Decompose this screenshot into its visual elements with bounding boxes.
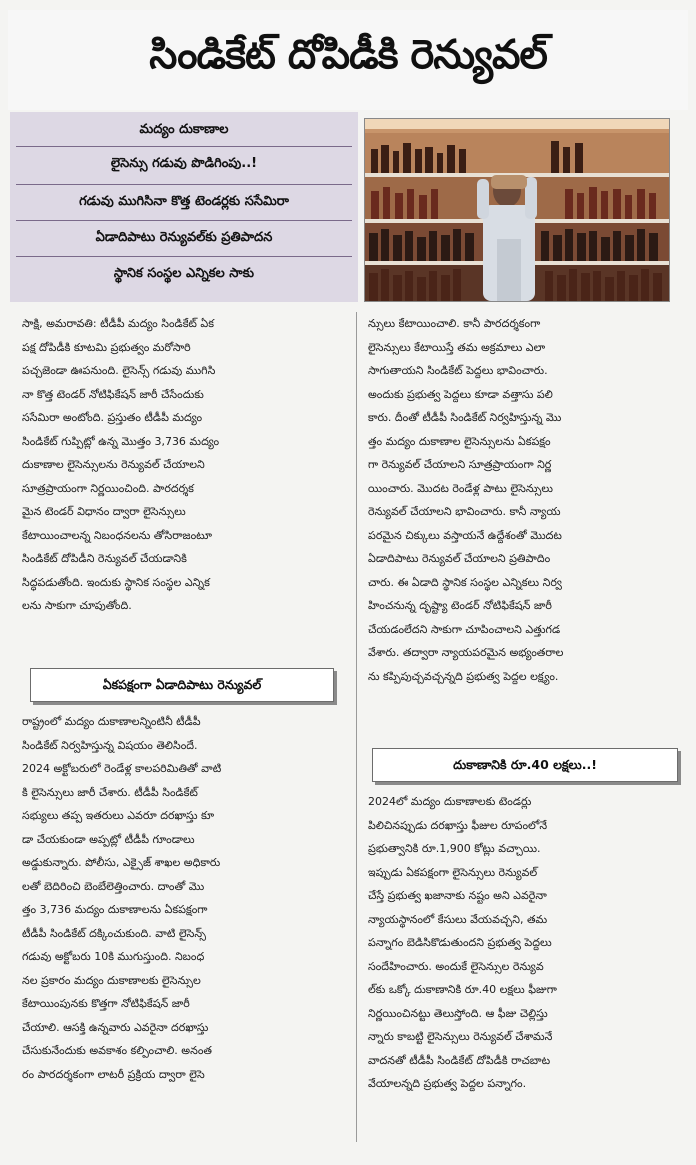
article-line: సాక్షి, అమరావతి: టీడీపీ మద్యం సిండికేట్ ఏక (22, 317, 214, 330)
article-line: ల్‌కు ఒక్కో దుకాణానికి రూ.40 లక్షలు ఫీజుగా (368, 983, 557, 996)
article-line: రం పారదర్శకంగా లాటరీ ప్రక్రియ ద్వారా లైసె (22, 1067, 205, 1081)
article-line: సిండికేట్ గుప్పిట్లో ఉన్న మొత్తం 3,736 మద్యం (22, 434, 220, 448)
article-line: నా కొత్త టెండర్ నోటిఫికేషన్ జారీ చేసేందుకు (22, 387, 204, 401)
article-line: త్తం 3,736 మద్యం దుకాణాలను ఏకపక్షంగా (22, 903, 208, 916)
article-column-left-bottom (22, 710, 348, 1086)
article-column-left-top (22, 312, 348, 618)
kicker-rule (16, 256, 352, 257)
article-line: న్నారు కాబట్టి లైసెన్సులు రెన్యువల్ చేశామనే (368, 1030, 553, 1043)
kicker-rule (16, 220, 352, 221)
liquor-shop-photo (364, 118, 670, 302)
article-column-right-bottom (368, 790, 686, 1096)
kicker-line: స్థానిక సంస్థల ఎన్నికల సాకు (113, 266, 255, 281)
liquor-shelves-image (365, 119, 669, 301)
article-line: న్సులు కేటాయించాలి. కానీ పారదర్శకంగా (368, 317, 541, 330)
article-line: వేయాలన్నది ప్రభుత్వ పెద్దల పన్నాగం. (368, 1077, 527, 1090)
article-line: కారు. దీంతో టీడీపీ సిండికేట్ నిర్వహిస్తున్న మొ (368, 411, 562, 424)
article-line: టీడీపీ సిండికేట్ దక్కించుకుంది. వాటి లైసెన్స్ (22, 926, 206, 940)
article-line: పన్నాగం బెడిసికొడుతుందని ప్రభుత్వ పెద్దలు (368, 936, 552, 949)
article-line: రెన్యువల్ చేయాలని భావించారు. కానీ న్యాయ (368, 505, 561, 518)
article-line: 2024 అక్టోబరులో రెండేళ్ల కాలపరిమితితో వాటి (22, 762, 222, 775)
article-line: గడువు అక్టోబరు 10కి ముగుస్తుంది. నిబంధ (22, 950, 205, 963)
article-line: సిద్ధపడుతోంది. ఇందుకు స్థానిక సంస్థల ఎన్నిక (22, 575, 210, 589)
article-line: లతో బెదిరించి బెంబేలెత్తించారు. దాంతో మొ (22, 879, 205, 893)
article-line: చారు. ఈ ఏడాది స్థానిక సంస్థల ఎన్నికలు నిర్వ (368, 575, 562, 589)
article-line: చేస్తే ప్రభుత్వ ఖజానాకు నష్టం అని ఎవరైనా (368, 889, 547, 902)
article-line: కేటాయింపునకు కొత్తగా నోటిఫికేషన్ జారీ (22, 997, 190, 1010)
article-line: అందుకు ప్రభుత్వ పెద్దలు కూడా వత్తాసు పలి (368, 387, 553, 401)
article-line: మైన టెండర్ విధానం ద్వారా లైసెన్సులు (22, 505, 186, 518)
article-line: నల ప్రకారం మద్యం దుకాణాలకు లైసెన్సుల (22, 973, 201, 987)
kicker-rule (16, 146, 352, 147)
article-line: ఏడాదిపాటు రెన్యువల్ చేయాలని ప్రతిపాదిం (368, 552, 551, 565)
article-line: హించనున్న దృష్ట్యా టెండర్ నోటిఫికేషన్ జారీ (368, 599, 552, 612)
subheading-rs-40-lakh: దుకాణానికి రూ.40 లక్షలు..! (372, 748, 678, 782)
article-line: సిండికేట్ దోపిడీని రెన్యువల్ చేయడానికి (22, 552, 187, 565)
article-line: సిండికేట్ నిర్వహిస్తున్న విషయం తెలిసిందే. (22, 738, 198, 752)
article-line: వేశారు. తద్వారా న్యాయపరమైన అభ్యంతరాల (368, 646, 564, 659)
kicker-line: గడువు ముగిసినా కొత్త టెండర్లకు ససేమిరా (79, 194, 289, 209)
article-line: డా చేయకుండా అప్పట్లో టీడీపీ గూండాలు (22, 832, 195, 846)
article-line: పరమైన చిక్కులు వస్తాయనే ఉద్దేశంతో మొదట (368, 528, 562, 542)
article-line: కేటాయించాలన్న నిబంధనలను తోసిరాజంటూ (22, 528, 212, 542)
kicker-box (10, 112, 358, 302)
article-line: లను సాకుగా చూపుతోంది. (22, 599, 132, 612)
article-line: పచ్చజెండా ఊపనుంది. లైసెన్స్ గడువు ముగిసి (22, 364, 216, 377)
article-line: చేయడంలేదని సాకుగా చూపించాలని ఎత్తుగడ (368, 622, 561, 636)
article-line: న్యాయస్థానంలో కేసులు వేయవచ్చని, తమ (368, 912, 548, 926)
article-line: 2024లో మద్యం దుకాణాలకు టెండర్లు (368, 795, 532, 808)
article-line: చేయాలి. ఆసక్తి ఉన్నవారు ఎవరైనా దరఖాస్తు (22, 1020, 209, 1034)
headline: సిండికేట్ దోపిడీకి రెన్యువల్ (8, 10, 688, 110)
article-line: గా రెన్యువల్ చేయాలని సూత్రప్రాయంగా నిర్ణ (368, 458, 552, 471)
article-line: ఇప్పుడు ఏకపక్షంగా లైసెన్సులు రెన్యువల్ (368, 865, 538, 879)
article-line: ససేమిరా అంటోంది. ప్రస్తుతం టీడీపీ మద్యం (22, 411, 203, 424)
article-line: ప్రభుత్వానికి రూ.1,900 కోట్లు వచ్చాయి. (368, 842, 541, 855)
kicker-rule (16, 184, 352, 185)
kicker-line: మద్యం దుకాణాల (139, 122, 229, 137)
article-line: సభ్యులు తప్ప ఇతరులు ఎవరూ దరఖాస్తు కూ (22, 809, 215, 822)
article-line: సూత్రప్రాయంగా నిర్ణయించింది. పారదర్శక (22, 481, 194, 495)
article-line: పక్ష దోపిడీకి కూటమి ప్రభుత్వం మరోసారి (22, 340, 191, 354)
kicker-line: లైసెన్సు గడువు పొడిగింపు..! (110, 156, 258, 171)
article-line: సందేహించారు. అందుకే లైసెన్సుల రెన్యువ (368, 959, 544, 973)
subheading-one-year-renewal: ఏకపక్షంగా ఏడాదిపాటు రెన్యువల్ (30, 668, 334, 702)
article-line: నిర్ణయించినట్టు తెలుస్తోంది. ఆ ఫీజు చెల్లిస్తు (368, 1006, 548, 1020)
article-line: త్తం మద్యం దుకాణాల లైసెన్సులను ఏకపక్షం (368, 434, 551, 448)
article-line: సాగుతాయని సిండికేట్ పెద్దలు భావించారు. (368, 364, 548, 377)
article-line: కి లైసెన్సులు జారీ చేశారు. టీడీపీ సిండికేట్ (22, 785, 198, 799)
article-line: ను కప్పిపుచ్చవచ్చన్నది ప్రభుత్వ పెద్దల లక్ష్యం. (368, 669, 559, 683)
article-line: దుకాణాల లైసెన్సులను రెన్యువల్ చేయాలని (22, 458, 205, 471)
article-column-right-top (368, 312, 686, 688)
article-line: పిలిచినప్పుడు దరఖాస్తు ఫీజుల రూపంలోనే (368, 818, 548, 832)
article-line: లైసెన్సులు కేటాయిస్తే తమ అక్రమాలు ఎలా (368, 340, 546, 354)
column-divider (356, 312, 357, 1142)
article-line: అడ్డుకున్నారు. పోలీసు, ఎక్సైజ్ శాఖల అధికారు (22, 856, 221, 869)
article-line: చేసుకునేందుకు అవకాశం కల్పించాలి. అనంత (22, 1044, 212, 1057)
article-line: యించారు. మొదట రెండేళ్ల పాటు లైసెన్సులు (368, 481, 553, 495)
article-line: రాష్ట్రంలో మద్యం దుకాణాలన్నింటినీ టీడీపీ (22, 715, 201, 728)
article-line: వాదనతో టీడీపీ సిండికేట్ దోపిడీకి రాచబాట (368, 1053, 551, 1067)
kicker-line: ఏడాదిపాటు రెన్యువల్‌కు ప్రతిపాదన (95, 230, 273, 245)
